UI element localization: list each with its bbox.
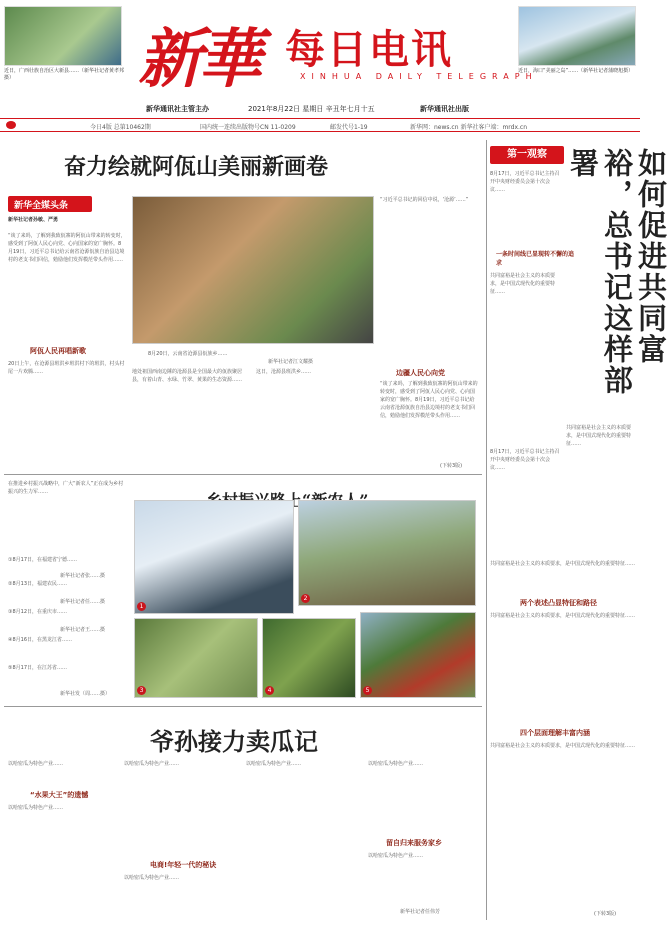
top-story-body-2: 20日上午，在沧源县班洪乡班洪村下的班洪，村头村尾一片欢腾…… (8, 361, 125, 375)
rural-caption-5: ⑤8月17日，在江苏省…… (8, 665, 68, 671)
cn-number: 国内统一连续出版物号CN 11-0209 (200, 124, 296, 131)
top-story-photo-credit: 新华社记者江文耀摄 (268, 359, 314, 365)
divider (4, 474, 482, 475)
top-story-body-5: “习近平总书记的回信中说，‘沧源’……” (380, 197, 469, 203)
subhead-ecommerce: 电商!年轻一代的秘诀 (150, 861, 217, 869)
rural-photo-1 (134, 500, 294, 614)
rural-caption-3: ③8月12日，在重庆市…… (8, 609, 68, 615)
commentary-subhead-1: 一条时间线已显现转不懈的追求 (496, 251, 575, 267)
masthead-right-caption: 近日，海口“美丽之岛”……（新华社记者蒲晓旭摄） (518, 68, 634, 74)
photo-marker-3: 3 (137, 686, 146, 695)
top-story-body-4: 这日，沧源县班洪乡…… (256, 369, 312, 375)
host-right: 新华通讯社出版 (420, 105, 469, 113)
top-story-byline: 新华社记者孙敏、严勇 (8, 217, 59, 223)
rural-photo-4 (262, 618, 356, 698)
subhead-fruit-king: “水果大王”的遗憾 (30, 791, 89, 799)
melon-headline: 爷孙接力卖瓜记 (150, 727, 318, 756)
web-address: 新华网：news.cn 新华社客户端：mrdx.cn (410, 124, 528, 131)
rural-credit-4: 新华社发（周……摄） (60, 691, 111, 697)
melon-body-5: 以哈密瓜为特色产业…… (246, 761, 302, 767)
top-story-body-3: 地处祖国西南边陲的沧源县是全国最大的佤族聚居县，有着山青、水绿、竹翠、黄果的生态资源…… (132, 369, 243, 383)
daily-telegraph-logo: 每日电讯 (285, 27, 453, 73)
host-left: 新华通讯社主管主办 (146, 105, 209, 113)
commentary-title: 如何促进共同富裕，总书记这样部署 (566, 148, 668, 396)
photo-marker-4: 4 (265, 686, 274, 695)
rural-photo-5 (360, 612, 476, 698)
top-story-body-1: “谈了来吗，了解到我致佤寨的阿佤山带来的转变时，感受到了阿佤人民心向党、心向国家的宽广胸怀。8月19日，习近平总书记给云南省沧源佤族自治县边境村的老支书们回信，勉励他们发挥模范带头作用…… (8, 233, 126, 263)
divider (4, 706, 482, 707)
commentary-intro: 8月17日，习近平总书记主持召开中央财经委员会第十次会议…… (490, 171, 560, 193)
commentary-body-2: 共同富裕是社会主义的本质要求，是中国式现代化的重要特征…… (566, 425, 632, 447)
melon-credit: 新华社记者任伟芳 (400, 909, 441, 915)
rural-photo-2 (298, 500, 476, 606)
column-divider (486, 140, 487, 920)
commentary-body-3: 8月17日，习近平总书记主持召开中央财经委员会第十次会议…… (490, 449, 560, 471)
top-story-headline: 奋力绘就阿佤山美丽新画卷 (64, 154, 329, 180)
melon-body-2: 以哈密瓜为特色产业…… (8, 805, 64, 811)
masthead (0, 0, 640, 118)
rural-credit-2: 新华社记者任……摄 (60, 599, 106, 605)
commentary-subhead-2: 两个表述凸显特征和路径 (520, 599, 597, 607)
rural-caption-1: ①8月17日，在福建省宁德…… (8, 557, 78, 563)
commentary-body-4: 共同富裕是社会主义的本质要求，是中国式现代化的重要特征…… (490, 561, 636, 567)
subhead-new-songs: 阿佤人民再唱新歌 (30, 347, 86, 355)
melon-body-1: 以哈密瓜为特色产业…… (8, 761, 64, 767)
photo-marker-1: 1 (137, 602, 146, 611)
post-code: 邮发代号1-19 (330, 124, 368, 131)
date-line: 2021年8月22日 星期日 辛丑年七月十五 (248, 105, 375, 113)
masthead-left-caption: 近日，广西壮族自治区大新县……（新华社记者黄孝邦摄） (4, 68, 125, 81)
rural-intro: 在推进乡村振兴战略中，广大“新农人”正在成为乡村振兴的生力军…… (8, 481, 124, 495)
melon-body-6: 以哈密瓜为特色产业…… (368, 761, 424, 767)
english-logo: XINHUA DAILY TELEGRAPH (300, 72, 538, 81)
rural-photo-3 (134, 618, 258, 698)
commentary-body-1: 共同富裕是社会主义的本质要求，是中国式现代化的重要特征…… (490, 273, 556, 295)
melon-body-7: 以哈密瓜为特色产业…… (368, 853, 424, 859)
photo-marker-5: 5 (363, 686, 372, 695)
issue-info-bar (0, 118, 640, 132)
subhead-border-people: 边疆人民心向党 (396, 369, 445, 377)
masthead-left-photo (4, 6, 122, 66)
top-story-photo (132, 196, 374, 344)
top-story-body-6: “谈了来吗，了解到我致佤寨的阿佤山带来的转变时，感受到了阿佤人民心向党、心向国家的宽广胸怀。8月19日，习近平总书记给云南省沧源佤族自治县边境村的老支书们回信，勉励他们发挥模范带头作用…… (380, 381, 478, 419)
commentary-subhead-3: 四个层面理解丰富内涵 (520, 729, 590, 737)
melon-body-4: 以哈密瓜为特色产业…… (124, 875, 180, 881)
issue-number: 今日4版 总第10462期 (90, 124, 151, 131)
rural-caption-4: ④8月16日，在黑龙江省…… (8, 637, 73, 643)
photo-marker-2: 2 (301, 594, 310, 603)
xinhua-emblem-icon (6, 121, 16, 129)
xinhua-logo: 新華 (138, 22, 258, 97)
first-observation-badge: 第一观察 (490, 146, 564, 164)
subhead-return-home: 留自归来服务家乡 (386, 839, 442, 847)
commentary-body-6: 共同富裕是社会主义的本质要求，是中国式现代化的重要特征…… (490, 743, 636, 749)
melon-body-3: 以哈密瓜为特色产业…… (124, 761, 180, 767)
rural-credit-1: 新华社记者张……摄 (60, 573, 106, 579)
top-story-continued: (下转3版) (440, 463, 463, 469)
top-story-photo-caption: 8月20日，云南省沧源县佤族乡…… (148, 351, 228, 357)
commentary-body-5: 共同富裕是社会主义的本质要求，是中国式现代化的重要特征…… (490, 613, 636, 619)
rural-credit-3: 新华社记者王……摄 (60, 627, 106, 633)
commentary-continued: (下转3版) (594, 911, 617, 917)
rural-caption-2: ②8月13日，福建农民…… (8, 581, 68, 587)
quanmeiti-tag: 新华全媒头条 (8, 196, 92, 212)
masthead-right-photo (518, 6, 636, 66)
